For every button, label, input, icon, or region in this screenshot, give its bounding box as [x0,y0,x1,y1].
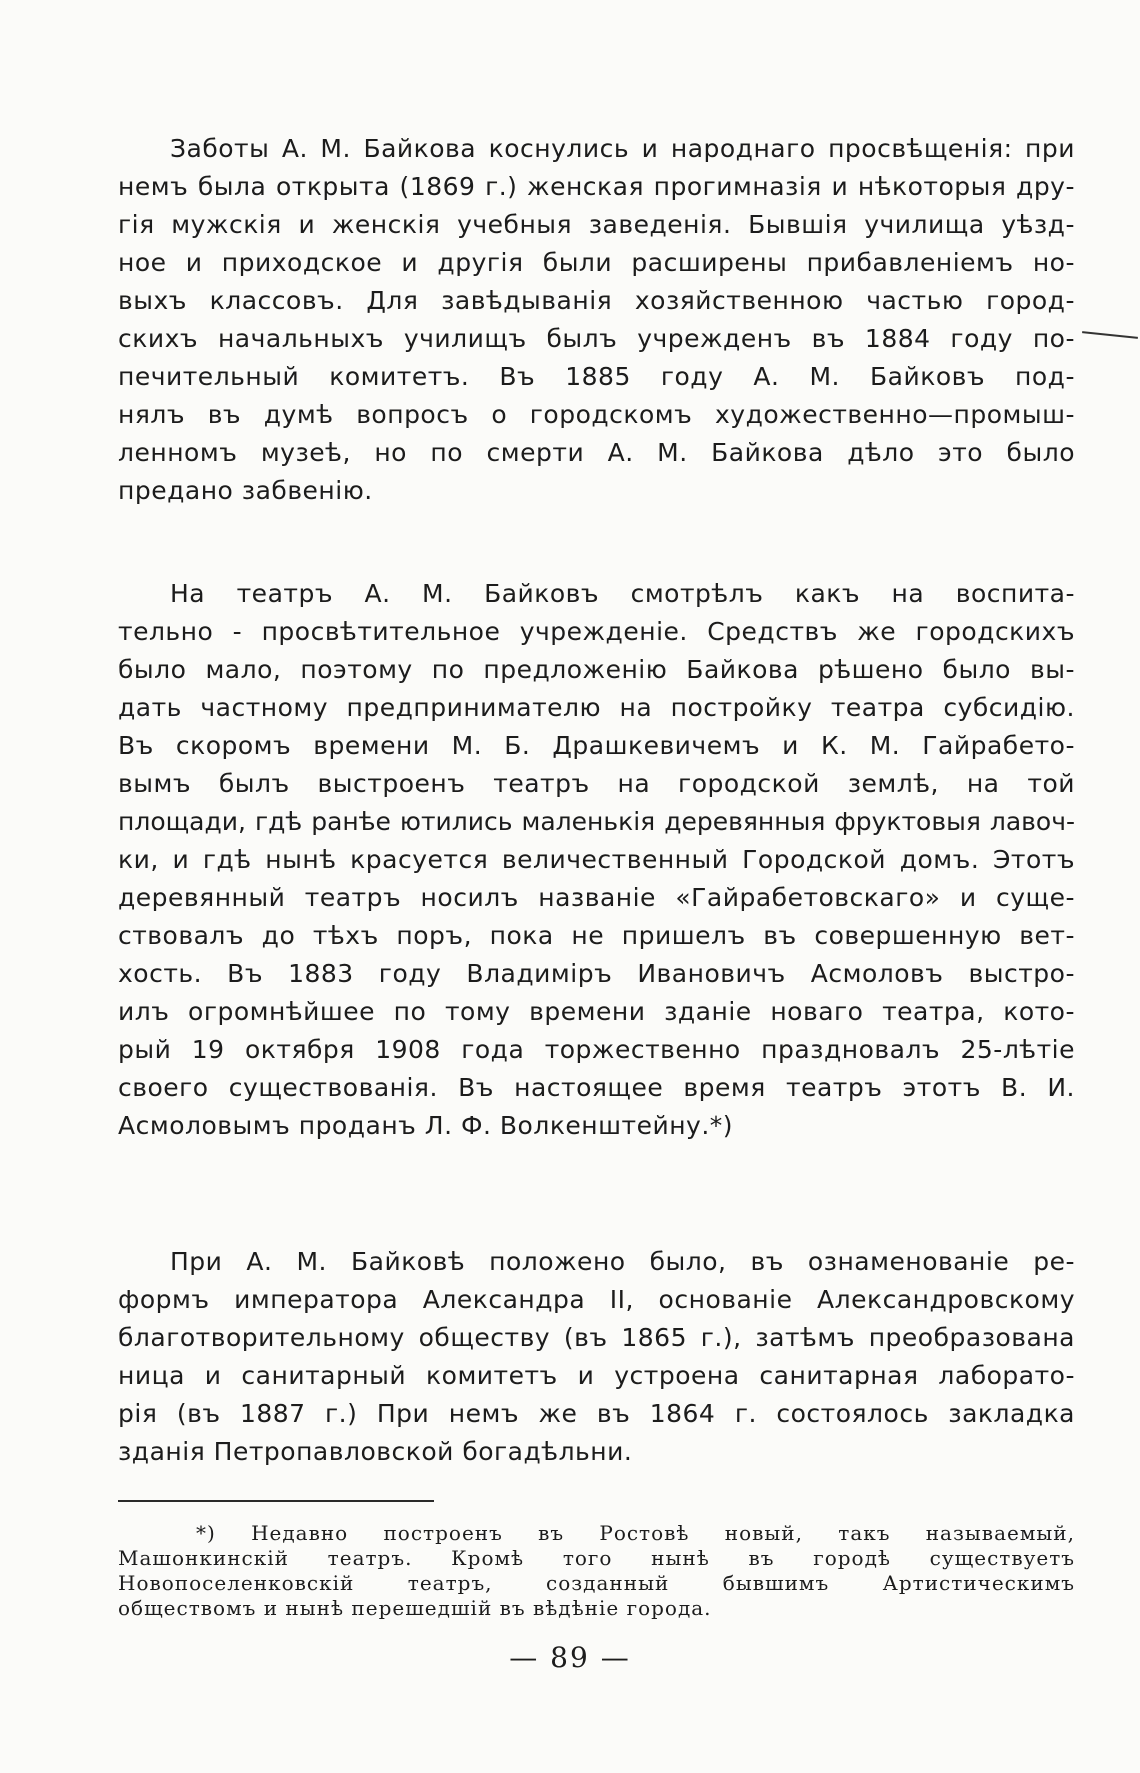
text-line: благотворительному обществу (въ 1865 г.), затѣмъ преобразована [118,1323,1075,1352]
text-line: нялъ въ думѣ вопросъ о городскомъ художественно—промыш- [118,400,1075,429]
footnote-line: обществомъ и нынѣ перешедшій въ вѣдѣніе города. [118,1596,712,1620]
text-line: На театръ А. М. Байковъ смотрѣлъ какъ на воспита- [170,579,1075,608]
text-line: Въ скоромъ времени М. Б. Драшкевичемъ и К. М. Гайрабето- [118,731,1075,760]
footnote-line: Новопоселенковскій театръ, созданный бывшимъ Артистическимъ [118,1571,1075,1595]
text-line: печительный комитетъ. Въ 1885 году А. М. Байковъ под- [118,362,1075,391]
paragraph-3 [118,1243,1075,1471]
footnote-divider [118,1500,434,1502]
page-number: — 89 — [509,1641,631,1674]
text-line: площади, гдѣ ранѣе ютились маленькія деревянныя фруктовыя лавоч- [118,807,1075,836]
text-line: рія (въ 1887 г.) При немъ же въ 1864 г. состоялось закладка [118,1399,1075,1428]
text-line: ленномъ музеѣ, но по смерти А. М. Байкова дѣло это было [118,438,1075,467]
text-line: ное и приходское и другія были расширены прибавленіемъ но- [118,248,1075,277]
text-line: предано забвенію. [118,476,373,505]
paragraph-1 [118,130,1075,510]
footnote [118,1521,1075,1621]
text-line: вымъ былъ выстроенъ театръ на городской землѣ, на той [118,769,1075,798]
text-line: скихъ начальныхъ училищъ былъ учрежденъ въ 1884 году по- [118,324,1075,353]
footnote-line: *) Недавно построенъ въ Ростовѣ новый, такъ называемый, [196,1521,1075,1545]
text-line: хость. Въ 1883 году Владиміръ Ивановичъ Асмоловъ выстро- [118,959,1075,988]
text-line: зданія Петропавловской богадѣльни. [118,1437,633,1466]
text-line: дать частному предпринимателю на постройку театра субсидію. [118,693,1075,722]
text-line: ствовалъ до тѣхъ поръ, пока не пришелъ въ совершенную вет- [118,921,1075,950]
text-line: Заботы А. М. Байкова коснулись и народнаго просвѣщенія: при [170,134,1075,163]
text-line: ница и санитарный комитетъ и устроена санитарная лаборато- [118,1361,1075,1390]
text-line: своего существованія. Въ настоящее время театръ этотъ В. И. [118,1073,1075,1102]
margin-pen-mark [1082,331,1138,339]
text-line: ки, и гдѣ нынѣ красуется величественный Городской домъ. Этотъ [118,845,1075,874]
text-line: выхъ классовъ. Для завѣдыванія хозяйственною частью город- [118,286,1075,315]
text-line: гія мужскія и женскія учебныя заведенія. Бывшія училища уѣзд- [118,210,1075,239]
text-line: илъ огромнѣйшее по тому времени зданіе новаго театра, кото- [118,997,1075,1026]
text-line: Асмоловымъ проданъ Л. Ф. Волкенштейну.*) [118,1111,734,1140]
text-line: рый 19 октября 1908 года торжественно праздновалъ 25-лѣтіе [118,1035,1075,1064]
paragraph-2 [118,575,1075,1145]
text-line: тельно - просвѣтительное учрежденіе. Средствъ же городскихъ [118,617,1075,646]
text-line: деревянный театръ носилъ названіе «Гайрабетовскаго» и суще- [118,883,1075,912]
text-line: было мало, поэтому по предложенію Байкова рѣшено было вы- [118,655,1075,684]
footnote-line: Машонкинскій театръ. Кромѣ того нынѣ въ городѣ существуетъ [118,1546,1075,1570]
text-line: При А. М. Байковѣ положено было, въ ознаменованіе ре- [170,1247,1075,1276]
text-line: формъ императора Александра II, основаніе Александровскому [118,1285,1075,1314]
text-line: немъ была открыта (1869 г.) женская прогимназія и нѣкоторыя дру- [118,172,1075,201]
